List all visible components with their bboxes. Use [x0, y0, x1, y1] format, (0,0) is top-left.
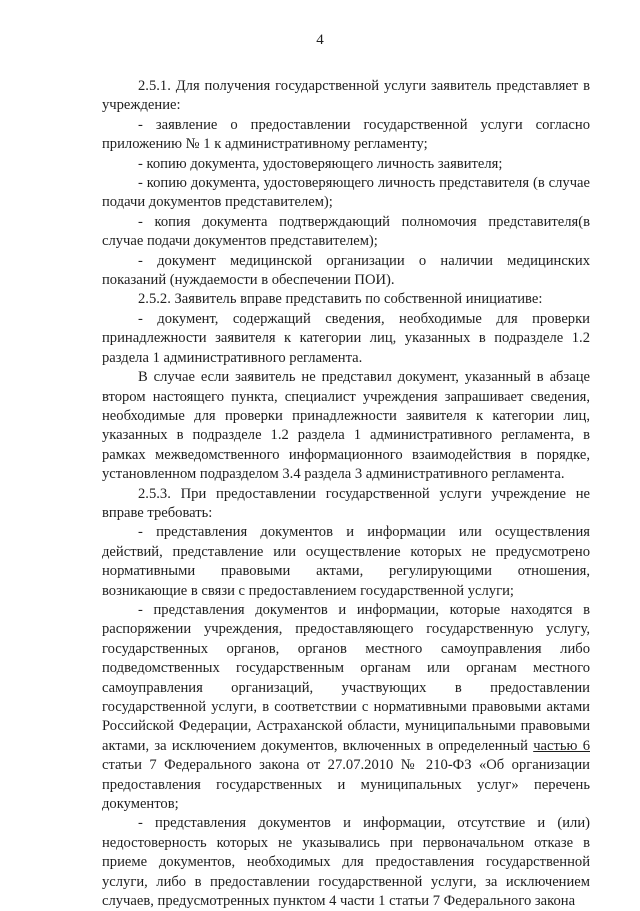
law-part-6-link[interactable]: частью 6 — [533, 737, 590, 754]
list-item-applicant-id: - копию документа, удостоверяющего личность заявителя; — [138, 155, 503, 172]
list-item-authority-copy: - копия документа подтверждающий полномочия представителя(в случае подачи документов представителем); — [102, 213, 590, 250]
list-item-medical-document: - документ медицинской организации о наличии медицинских показаний (нуждаемости в обеспечении ПОИ). — [102, 252, 590, 289]
document-body — [102, 77, 590, 911]
paragraph-2-5-1: 2.5.1. Для получения государственной услуги заявитель представляет в учреждение: — [102, 78, 590, 114]
list-item-not-required-actions: - представления документов и информации или осуществления действий, представление или осуществление которых не предусмотрено нормативными правовыми актами, регулирующими отношения, возникающие в связи с предоставлением государственной услуги; — [102, 524, 590, 599]
list-item-category-document: - документ, содержащий сведения, необходимые для проверки принадлежности заявителя к категории лиц, указанных в подразделе 1.2 раздела 1 административного регламента. — [102, 310, 590, 366]
paragraph-2-5-3: 2.5.3. При предоставлении государственной услуги учреждение не вправе требовать: — [102, 485, 590, 521]
paragraph-2-5-2: 2.5.2. Заявитель вправе представить по собственной инициативе: — [138, 291, 543, 308]
list-item-documents-in-possession — [102, 601, 590, 814]
list-item-representative-id: - копию документа, удостоверяющего личность представителя (в случае подачи документов представителем); — [102, 175, 590, 211]
page-number: 4 — [316, 32, 324, 48]
paragraph-text-after-link: статьи 7 Федерального закона от 27.07.2010 № 210-ФЗ «Об организации предоставления государственных и муниципальных услуг» перечень документов; — [102, 757, 590, 813]
list-item-missing-documents: - представления документов и информации, отсутствие и (или) недостоверность которых не указывались при первоначальном отказе в приеме документов, необходимых для предоставления государственной услуги, либо в предоставлении государственной услуги, за исключением случаев, предусмотренных пунктом 4 части 1 статьи 7 Федерального закона — [102, 815, 590, 910]
list-item-application: - заявление о предоставлении государственной услуги согласно приложению № 1 к административному регламенту; — [102, 116, 590, 153]
paragraph-text-before-link: - представления документов и информации, которые находятся в распоряжении учреждения, предоставляющего государственную услугу, государственных органов, органов местного самоуправления либо подведомственных государственным органам или органам местного самоуправления организаций, участвующих в предоставлении государственной услуги, в соответствии с нормативными правовыми актами Российской Федерации, Астраханской области, муниципальными правовыми актами, за исключением документов, включенных в определенный — [102, 601, 590, 754]
paragraph-interagency-request: В случае если заявитель не представил документ, указанный в абзаце втором настоящего пункта, специалист учреждения запрашивает сведения, необходимые для проверки принадлежности заявителя к категории лиц, указанных в подразделе 1.2 раздела 1 административного регламента, в рамках межведомственного информационного взаимодействия в порядке, установленном подразделом 3.4 раздела 3 административного регламента. — [102, 369, 590, 483]
